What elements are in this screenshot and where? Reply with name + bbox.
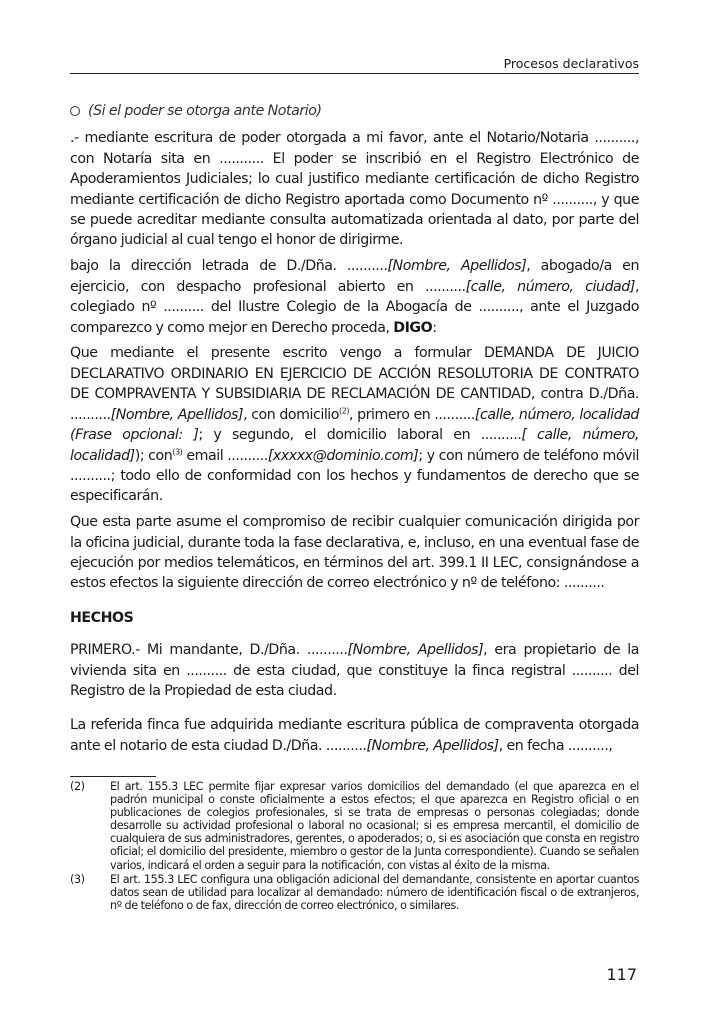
- text-span: , colegiado nº .......... del Ilustre Colegio de la Abogacía de .........., ante el Juzgado comparezco y como mejor en Derecho proceda,: [70, 278, 639, 336]
- footnote-3: [70, 873, 639, 912]
- digo-keyword: DIGO: [393, 319, 433, 336]
- text-span: , era propietario de la vivienda sita en .......... de esta ciudad, que constituye la finca registral .......... del Registro de la Propiedad de esta ciudad.: [70, 642, 639, 700]
- lawyer-paragraph: [70, 256, 639, 338]
- footnote-rule: [70, 776, 156, 777]
- section-heading-hechos: HECHOS: [70, 609, 134, 626]
- commitment-paragraph: Que esta parte asume el compromiso de recibir cualquier comunicación dirigida por la oficina judicial, durante toda la fase declarativa, e, incluso, en una eventual fase de ejecución por medios telemáticos, en términos del art. 399.1 II LEC, consignándose a estos efectos la siguiente dirección de correo electrónico y nº de teléfono: ..........: [70, 514, 639, 592]
- placeholder-address: [calle, número, localidad (Frase opcional: ]: [70, 406, 639, 444]
- radio-circle-icon: [70, 106, 80, 116]
- running-title: Procesos declarativos: [503, 56, 639, 71]
- text-span: email ..........: [182, 447, 268, 464]
- text-span: PRIMERO.- Mi mandante, D./Dña. ..........: [70, 642, 348, 659]
- footnote-text: El art. 155.3 LEC configura una obligación adicional del demandante, consistente en aportar cuantos datos sean de utilidad para localizar al demandado: número de identificación fiscal o de extranjeros, nº de teléfono o de fax, dirección de correo electrónico, o similares.: [110, 872, 639, 912]
- footnote-number: (2): [70, 780, 85, 793]
- placeholder-email: [xxxxx@dominio.com]: [267, 447, 419, 464]
- first-fact-paragraph: [70, 640, 639, 701]
- text-span: ; y con número de teléfono móvil ..........; todo ello de conformidad con los hechos y fundamentos de derecho que se especificarán.: [70, 447, 639, 505]
- text-span: , con domicilio: [243, 406, 340, 423]
- text-span: La referida finca fue adquirida mediante escritura pública de compraventa otorgada ante el notario de esta ciudad D./Dña. ..........: [70, 717, 639, 754]
- placeholder-name: [Nombre, Apellidos]: [347, 642, 484, 659]
- footnote-2: [70, 780, 639, 872]
- text-span: :: [432, 319, 437, 336]
- text-span: bajo la dirección letrada de D./Dña. ..........: [70, 258, 388, 275]
- body-text: [70, 101, 639, 762]
- placeholder-address: [calle, número, ciudad]: [465, 278, 635, 295]
- notary-option-heading: [70, 101, 639, 121]
- text-span: , en fecha ..........,: [498, 737, 613, 754]
- placeholder-address: [ calle, número, localidad]: [70, 427, 639, 464]
- footnote-ref-2[interactable]: (2): [339, 405, 350, 415]
- placeholder-name: [Nombre, Apellidos]: [387, 258, 527, 275]
- notary-condition: (Si el poder se otorga ante Notario): [88, 103, 322, 119]
- footnotes: [70, 780, 639, 913]
- page-number: 117: [606, 965, 637, 984]
- footnote-ref-3[interactable]: (3): [172, 446, 183, 456]
- footnote-text: El art. 155.3 LEC permite fijar expresar varios domicilios del demandado (el que aparezca en el padrón municipal o conste oficialmente a estos efectos; el que aparezca en Registro oficial o en publicaciones de colegios profesionales, si se trata de empresas o personas colegiadas; donde desarrolle su actividad profesional o laboral no ocasional; si es empresa mercantil, el domicilio de cualquiera de sus administradores, gerentes, o apoderados; o, si es asociación que consta en registro oficial; el domicilio del presidente, miembro o gestor de la Junta correspondiente). Cuando se señalen varios, indicará el orden a seguir para la notificación, con vistas al éxito de la misma.: [110, 780, 639, 872]
- text-span: , primero en ..........: [349, 406, 475, 423]
- text-span: ); con: [134, 447, 173, 464]
- notary-paragraph: .- mediante escritura de poder otorgada a mi favor, ante el Notario/Notaria .........., con Notaría sita en ........... El poder se inscribió en el Registro Electrónico de Apoderamientos Judiciales; lo cual justifico mediante certificación de dicho Registro mediante certificación de dicho Registro aportada como Documento nº .........., y que se puede acreditar mediante consulta automatizada orientada al dato, por parte del órgano judicial al cual tengo el honor de dirigirme.: [70, 130, 639, 249]
- header-rule: [70, 73, 639, 74]
- demand-paragraph: [70, 343, 639, 506]
- placeholder-name: [Nombre, Apellidos]: [366, 737, 499, 754]
- footnote-number: (3): [70, 872, 85, 886]
- text-span: ; y segundo, el domicilio laboral en ..........: [198, 427, 522, 444]
- acquisition-paragraph: [70, 715, 639, 756]
- text-span: Que mediante el presente escrito vengo a formular DEMANDA DE JUICIO DECLARATIVO ORDINARIO EN EJERCICIO DE ACCIÓN RESOLUTORIA DE CONTRATO DE COMPRAVENTA Y SUBSIDIARIA DE RECLAMACIÓN DE CANTIDAD, contra D./Dña. ..........: [70, 345, 639, 423]
- text-span: , abogado/a en ejercicio, con despacho profesional abierto en ..........: [70, 258, 640, 295]
- placeholder-name: [Nombre, Apellidos]: [110, 406, 244, 423]
